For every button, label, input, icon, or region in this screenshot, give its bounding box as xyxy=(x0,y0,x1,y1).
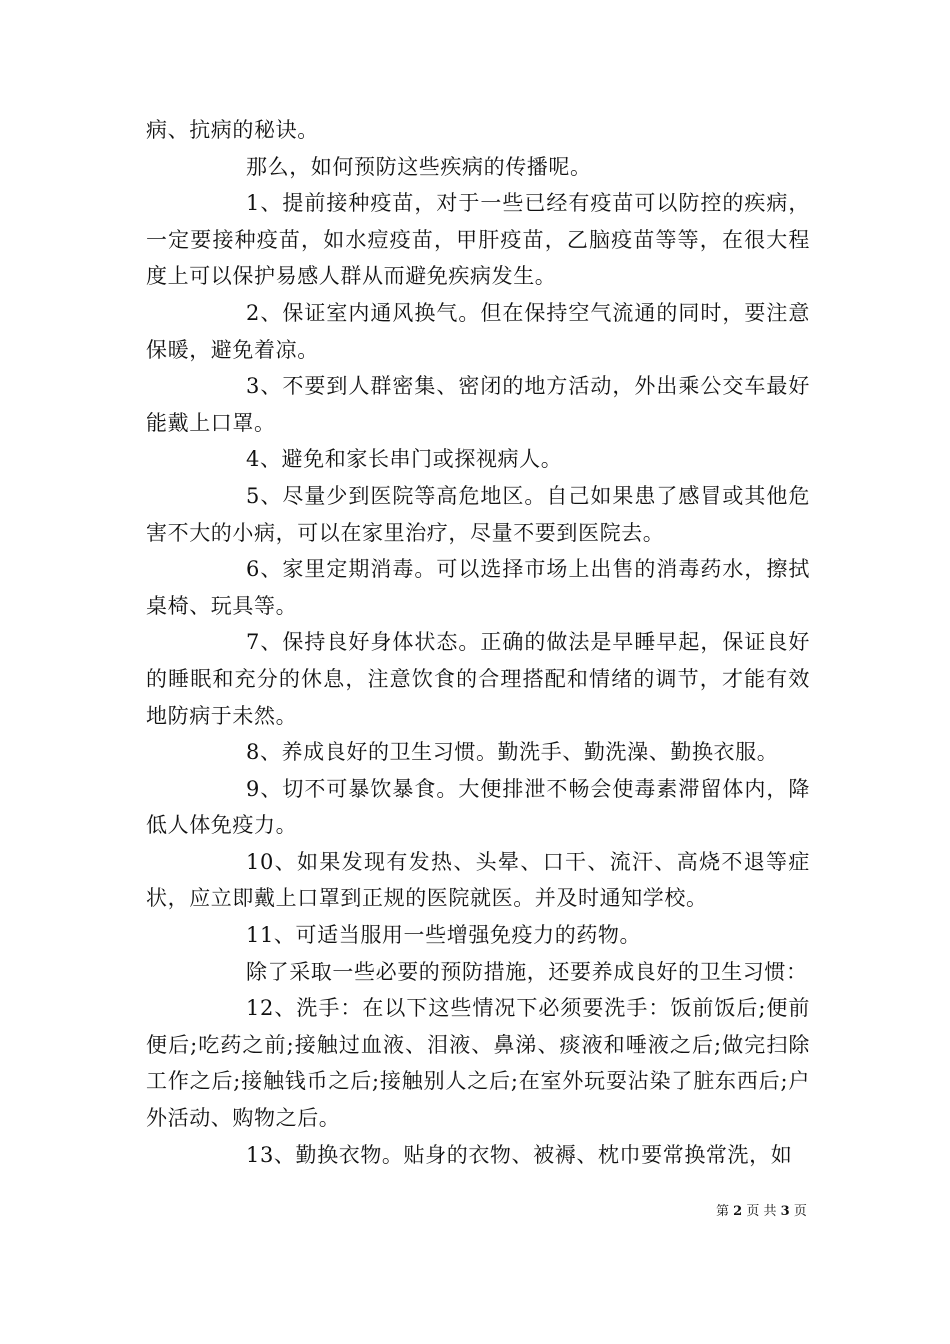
paragraph-item-3: 3、不要到人群密集、密闭的地方活动，外出乘公交车最好能戴上口罩。 xyxy=(146,374,810,435)
page-footer xyxy=(716,1204,807,1220)
paragraph-item-13: 13、勤换衣物。贴身的衣物、被褥、枕巾要常换常洗，如 xyxy=(246,1142,793,1167)
footer-total-pages: 3 xyxy=(780,1204,790,1219)
paragraph-continuation: 病、抗病的秘诀。 xyxy=(146,118,319,142)
paragraph-intro-question: 那么，如何预防这些疾病的传播呢。 xyxy=(246,154,592,179)
paragraph-item-2: 2、保证室内通风换气。但在保持空气流通的同时，要注意保暖，避免着凉。 xyxy=(146,300,810,362)
footer-middle: 页 共 xyxy=(746,1204,777,1219)
paragraph-item-7: 7、保持良好身体状态。正确的做法是早睡早起，保证良好的睡眠和充分的休息，注意饮食的合理搭配和情绪的调节，才能有效地防病于未然。 xyxy=(146,630,810,728)
document-body xyxy=(146,112,810,1173)
paragraph-item-10: 10、如果发现有发热、头晕、口干、流汗、高烧不退等症状，应立即戴上口罩到正规的医院就医。并及时通知学校。 xyxy=(146,849,810,911)
paragraph-item-12: 12、洗手：在以下这些情况下必须要洗手：饭前饭后;便前便后;吃药之前;接触过血液、泪液、鼻涕、痰液和唾液之后;做完扫除工作之后;接触钱币之后;接触别人之后;在室外玩耍沾染了脏东西后;户外活动、购物之后。 xyxy=(146,996,810,1131)
paragraph-item-5: 5、尽量少到医院等高危地区。自己如果患了感冒或其他危害不大的小病，可以在家里治疗，尽量不要到医院去。 xyxy=(146,483,810,545)
footer-current-page: 2 xyxy=(733,1204,743,1219)
paragraph-item-9: 9、切不可暴饮暴食。大便排泄不畅会使毒素滞留体内，降低人体免疫力。 xyxy=(146,776,810,838)
paragraph-item-11: 11、可适当服用一些增强免疫力的药物。 xyxy=(246,923,642,948)
footer-prefix: 第 xyxy=(716,1204,730,1219)
paragraph-hygiene-intro: 除了采取一些必要的预防措施，还要养成良好的卫生习惯： xyxy=(246,959,808,984)
paragraph-item-4: 4、避免和家长串门或探视病人。 xyxy=(246,447,563,472)
paragraph-item-1: 1、提前接种疫苗，对于一些已经有疫苗可以防控的疾病，一定要接种疫苗，如水痘疫苗，甲肝疫苗，乙脑疫苗等等，在很大程度上可以保护易感人群从而避免疾病发生。 xyxy=(146,191,810,289)
paragraph-item-6: 6、家里定期消毒。可以选择市场上出售的消毒药水，擦拭桌椅、玩具等。 xyxy=(146,557,810,618)
footer-suffix: 页 xyxy=(793,1204,807,1219)
paragraph-item-8: 8、养成良好的卫生习惯。勤洗手、勤洗澡、勤换衣服。 xyxy=(246,740,779,765)
